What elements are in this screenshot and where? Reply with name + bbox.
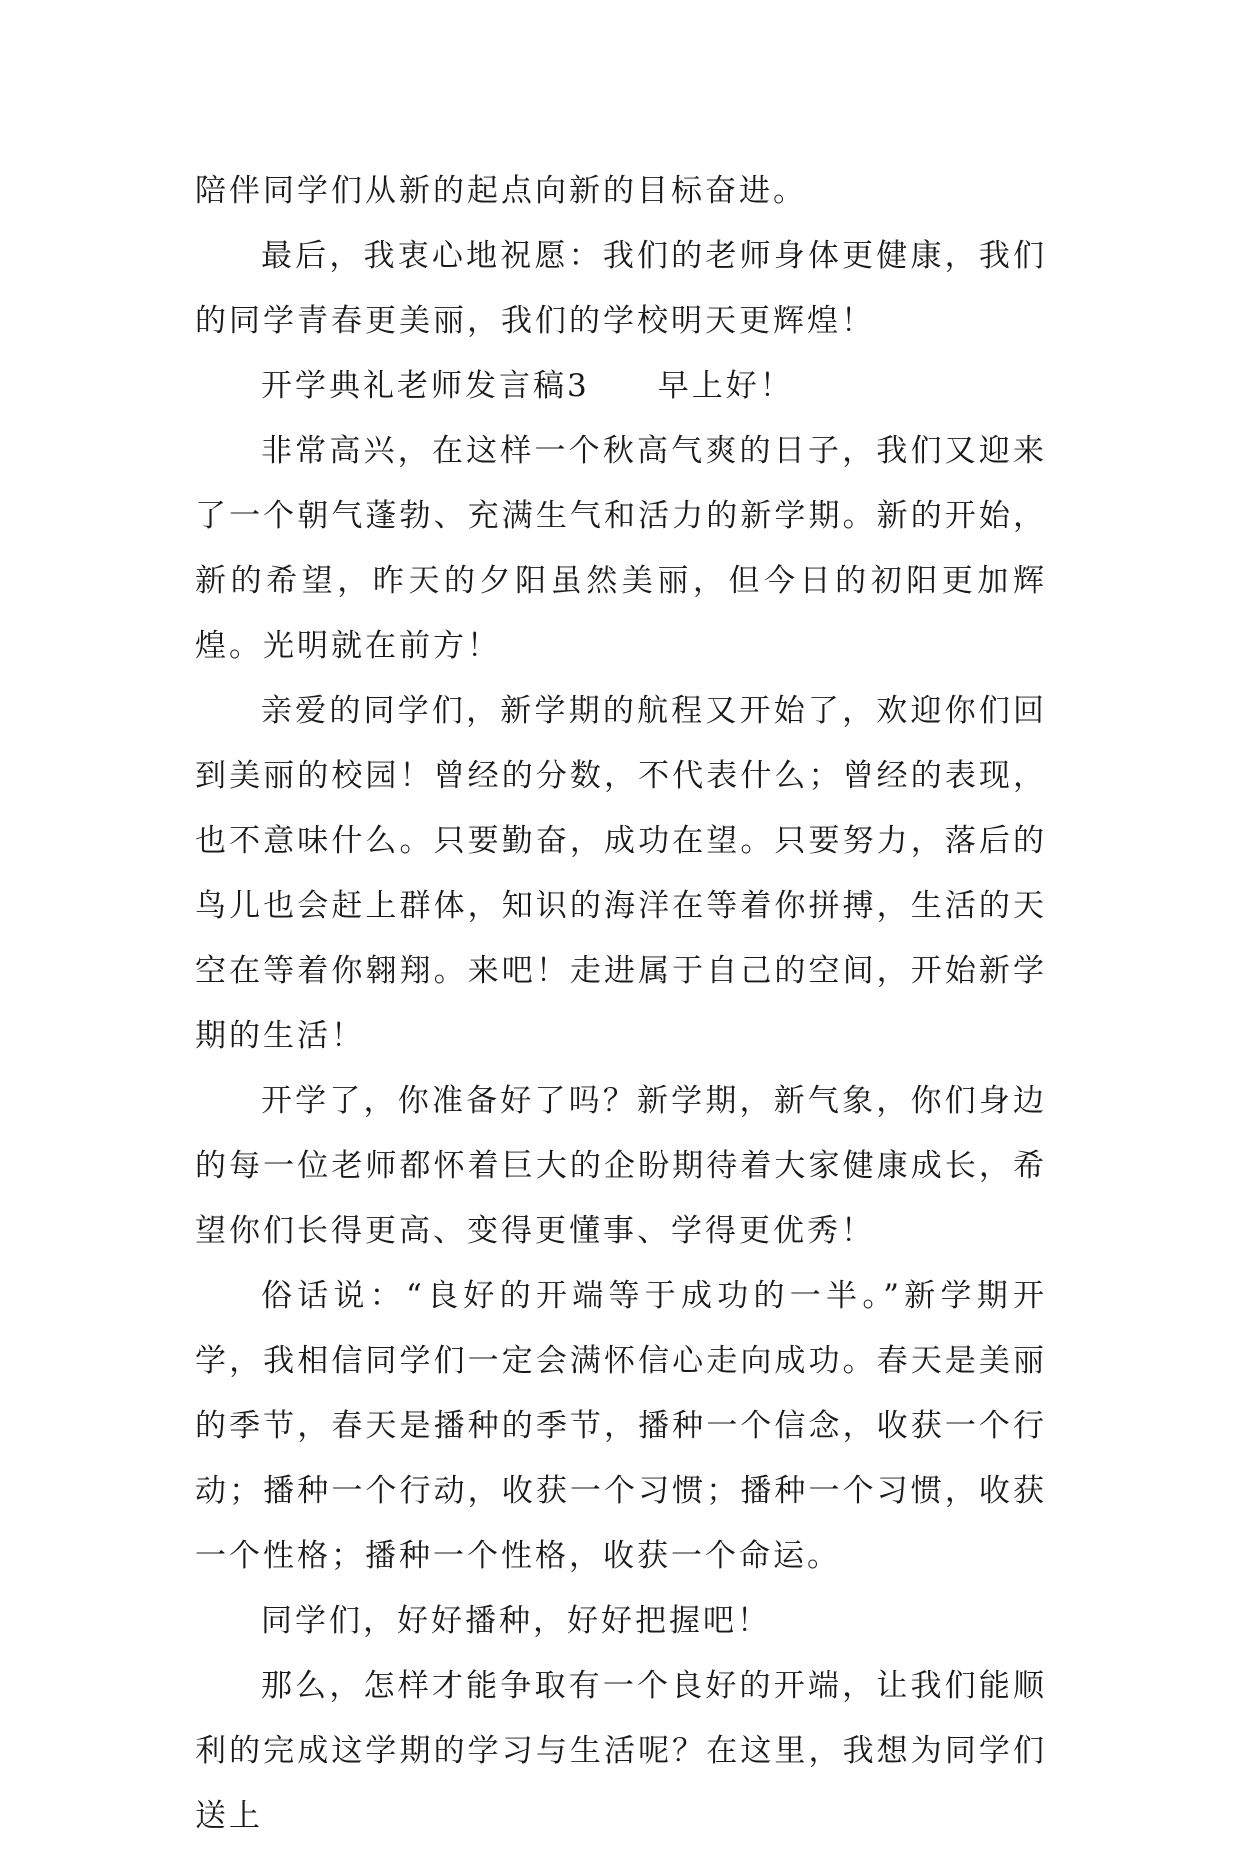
speech-title-heading: 开学典礼老师发言稿3 早上好！ [261, 368, 794, 404]
paragraph-new-semester: 非常高兴，在这样一个秋高气爽的日子，我们又迎来了一个朝气蓬勃、充满生气和活力的新学期。新的开始，新的希望，昨天的夕阳虽然美丽，但今日的初阳更加辉煌。光明就在前方！ [195, 433, 1047, 664]
paragraph-closing-wishes: 最后，我衷心地祝愿：我们的老师身体更健康，我们的同学青春更美丽，我们的学校明天更辉煌！ [195, 238, 1047, 339]
paragraph-how-to-start: 那么，怎样才能争取有一个良好的开端，让我们能顺利的完成这学期的学习与生活呢？在这里，我想为同学们送上 [195, 1668, 1047, 1834]
paragraph-welcome-back: 亲爱的同学们，新学期的航程又开始了，欢迎你们回到美丽的校园！曾经的分数，不代表什么；曾经的表现，也不意味什么。只要勤奋，成功在望。只要努力，落后的鸟儿也会赶上群体，知识的海洋在等着你拼搏，生活的天空在等着你翱翔。来吧！走进属于自己的空间，开始新学期的生活！ [195, 693, 1047, 1054]
document-body [195, 159, 1047, 1849]
paragraph-sow-well: 同学们，好好播种，好好把握吧！ [261, 1603, 771, 1639]
paragraph-continuation: 陪伴同学们从新的起点向新的目标奋进。 [195, 173, 807, 209]
paragraph-are-you-ready: 开学了，你准备好了吗？新学期，新气象，你们身边的每一位老师都怀着巨大的企盼期待着大家健康成长，希望你们长得更高、变得更懂事、学得更优秀！ [195, 1083, 1047, 1249]
paragraph-good-beginning: 俗话说：“良好的开端等于成功的一半。”新学期开学，我相信同学们一定会满怀信心走向成功。春天是美丽的季节，春天是播种的季节，播种一个信念，收获一个行动；播种一个行动，收获一个习惯；播种一个习惯，收获一个性格；播种一个性格，收获一个命运。 [195, 1278, 1047, 1574]
